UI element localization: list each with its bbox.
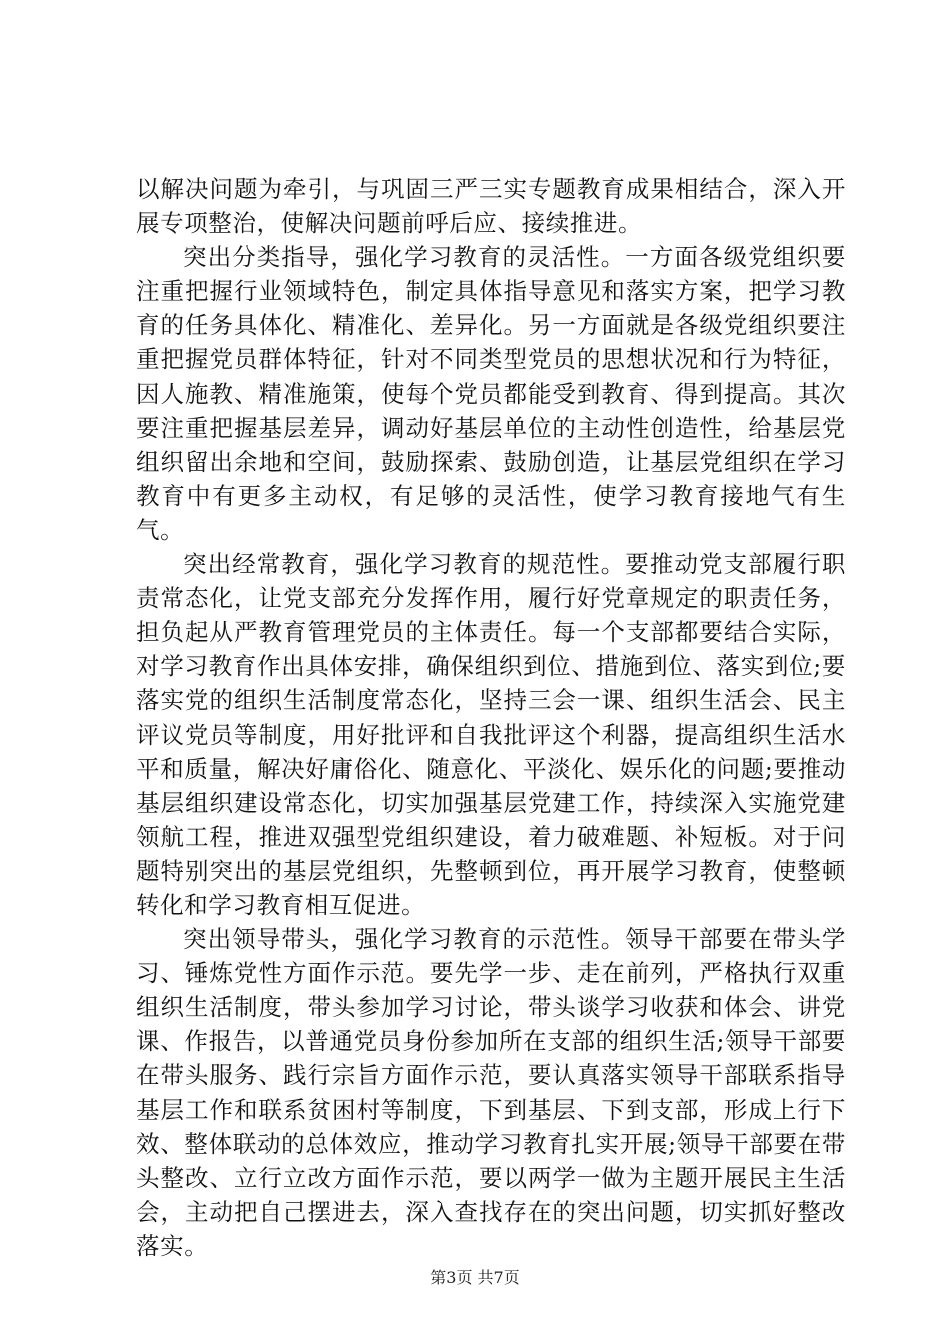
paragraph-leadership-example: 突出领导带头，强化学习教育的示范性。领导干部要在带头学习、锤炼党性方面作示范。要先学一步、走在前列，严格执行双重组织生活制度，带头参加学习讨论，带头谈学习收获和体会、讲党课、作报告，以普通党员身份参加所在支部的组织生活;领导干部要在带头服务、践行宗旨方面作示范，要认真落实领导干部联系指导基层工作和联系贫困村等制度，下到基层、下到支部，形成上行下效、整体联动的总体效应，推动学习教育扎实开展;领导干部要在带头整改、立行立改方面作示范，要以两学一做为主题开展民主生活会，主动把自己摆进去，深入查找存在的突出问题，切实抓好整改落实。 [136,925,846,1260]
paragraph-classified-guidance: 突出分类指导，强化学习教育的灵活性。一方面各级党组织要注重把握行业领域特色，制定具体指导意见和落实方案，把学习教育的任务具体化、精准化、差异化。另一方面就是各级党组织要注重把握党员群体特征，针对不同类型党员的思想状况和行为特征，因人施教、精准施策，使每个党员都能受到教育、得到提高。其次要注重把握基层差异，调动好基层单位的主动性创造性，给基层党组织留出余地和空间，鼓励探索、鼓励创造，让基层党组织在学习教育中有更多主动权，有足够的灵活性，使学习教育接地气有生气。 [136,243,846,544]
paragraph-continuation: 以解决问题为牵引，与巩固三严三实专题教育成果相结合，深入开展专项整治，使解决问题前呼后应、接续推进。 [136,175,846,238]
paragraph-regular-education: 突出经常教育，强化学习教育的规范性。要推动党支部履行职责常态化，让党支部充分发挥作用，履行好党章规定的职责任务，担负起从严教育管理党员的主体责任。每一个支部都要结合实际，对学习教育作出具体安排，确保组织到位、措施到位、落实到位;要落实党的组织生活制度常态化，坚持三会一课、组织生活会、民主评议党员等制度，用好批评和自我批评这个利器，提高组织生活水平和质量，解决好庸俗化、随意化、平淡化、娱乐化的问题;要推动基层组织建设常态化，切实加强基层党建工作，持续深入实施党建领航工程，推进双强型党组织建设，着力破难题、补短板。对于问题特别突出的基层党组织，先整顿到位，再开展学习教育，使整顿转化和学习教育相互促进。 [136,550,846,919]
document-body [136,172,846,1263]
page-footer: 第3页 共7页 [430,1268,520,1287]
